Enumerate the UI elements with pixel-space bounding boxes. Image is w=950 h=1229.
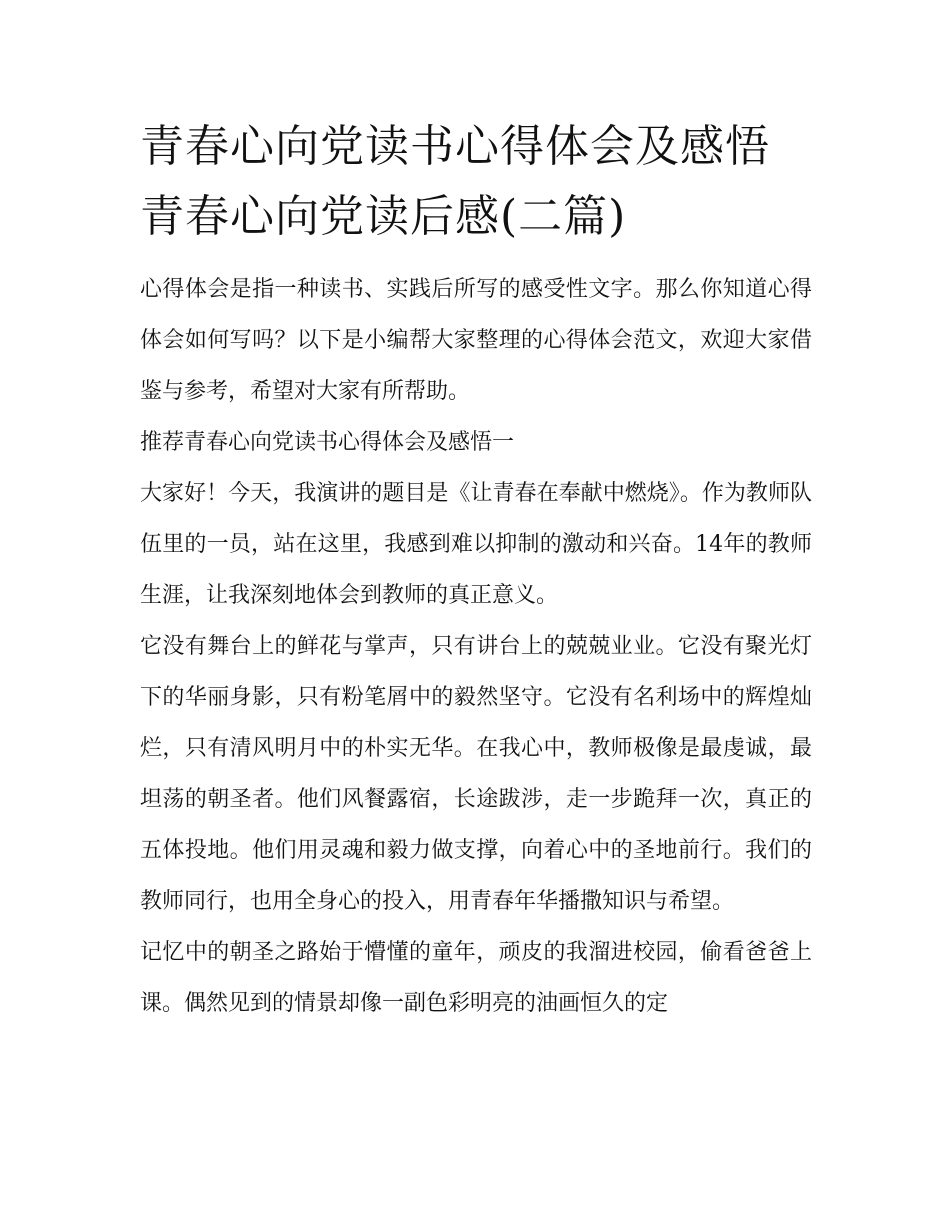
section-heading: 推荐青春心向党读书心得体会及感悟一 [140, 430, 515, 455]
body-paragraph: 它没有舞台上的鲜花与掌声，只有讲台上的兢兢业业。它没有聚光灯下的华丽身影，只有粉笔屑中的毅然坚守。它没有名利场中的辉煌灿烂，只有清风明月中的朴实无华。在我心中，教师极像是最虔诚，最坦荡的朝圣者。他们风餐露宿，长途跋涉，走一步跪拜一次，真正的五体投地。他们用灵魂和毅力做支撑，向着心中的圣地前行。我们的教师同行，也用全身心的投入，用青春年华播撒知识与希望。 [140, 634, 812, 914]
document-page [140, 112, 812, 1029]
document-title: 青春心向党读书心得体会及感悟 青春心向党读后感(二篇) [140, 121, 770, 242]
body-paragraph: 记忆中的朝圣之路始于懵懂的童年，顽皮的我溜进校园，偷看爸爸上课。偶然见到的情景却像一副色彩明亮的油画恒久的定 [140, 940, 812, 1016]
intro-paragraph: 心得体会是指一种读书、实践后所写的感受性文字。那么你知道心得体会如何写吗？以下是小编帮大家整理的心得体会范文，欢迎大家借鉴与参考，希望对大家有所帮助。 [140, 277, 812, 404]
body-paragraph: 大家好！今天，我演讲的题目是《让青春在奉献中燃烧》。作为教师队伍里的一员，站在这里，我感到难以抑制的激动和兴奋。14年的教师生涯，让我深刻地体会到教师的真正意义。 [140, 481, 812, 608]
